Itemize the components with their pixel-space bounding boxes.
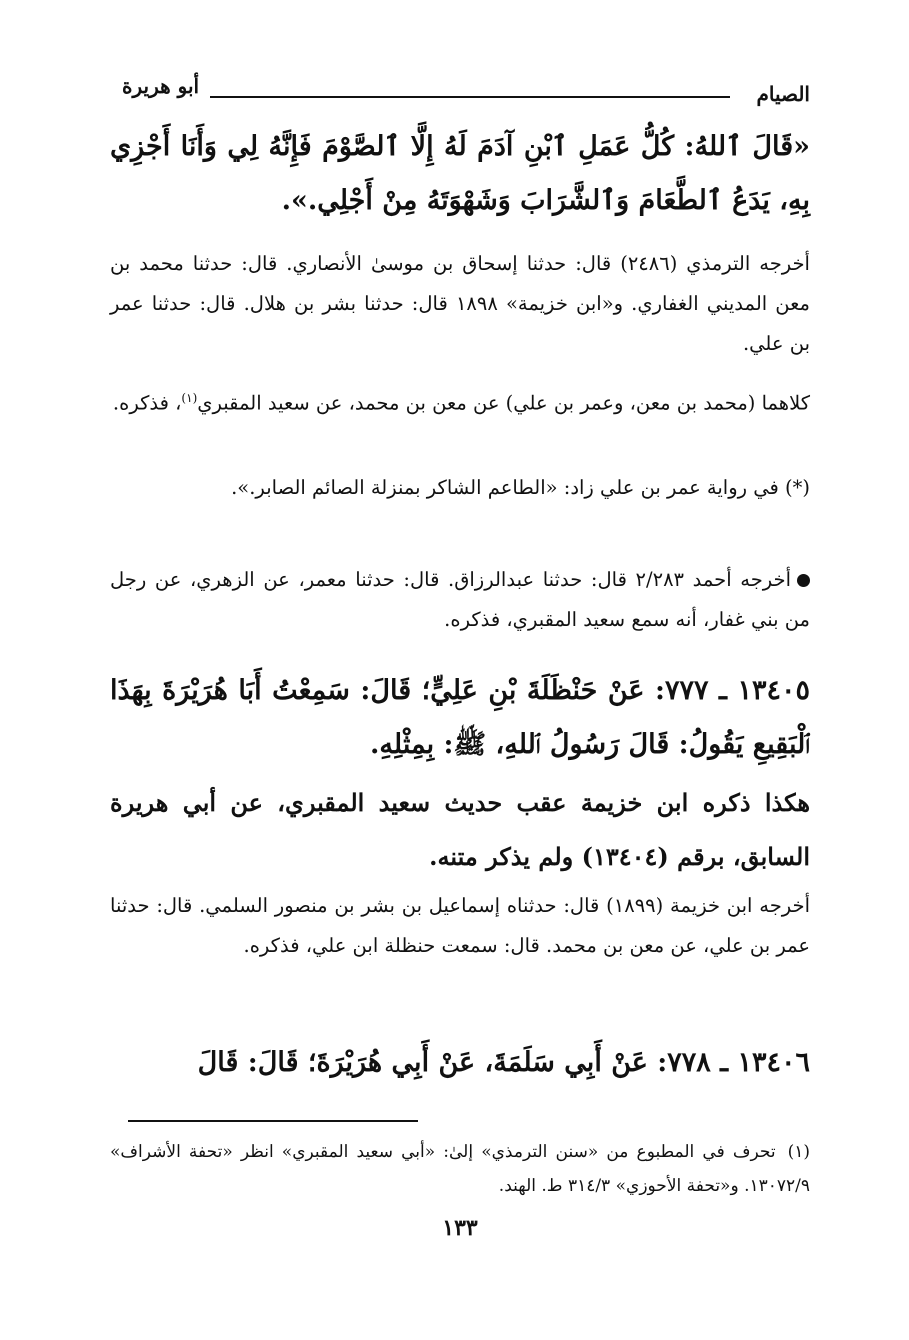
section-title: أبو هريرة	[122, 74, 200, 98]
commentary-paragraph: هكذا ذكره ابن خزيمة عقب حديث سعيد المقبري، عن أبي هريرة السابق، برقم (١٣٤٠٤) ولم يذكر متنه.	[110, 788, 810, 871]
footnote	[110, 1135, 810, 1203]
chain-tail: ، فذكره.	[112, 391, 182, 415]
takhrij-paragraph: أخرجه الترمذي (٢٤٨٦) قال: حدثنا إسحاق بن موسىٰ الأنصاري. قال: حدثنا محمد بن معن المديني الغفاري. و«ابن خزيمة» ١٨٩٨ قال: حدثنا بشر بن هلال. قال: حدثنا عمر بن علي.	[110, 252, 811, 355]
chain-paragraph	[110, 378, 810, 424]
footnote-text: تحرف في المطبوع من «سنن الترمذي» إلىٰ: «أبي سعيد المقبري» انظر «تحفة الأشراف» ١٣٠٧٢/٩. و«تحفة الأحوزي» ٣١٤/٣ ط. الهند.	[110, 1142, 810, 1196]
hadith-13406: ١٣٤٠٦ ـ ٧٧٨: عَنْ أَبِي سَلَمَةَ، عَنْ أَبِي هُرَيْرَةَ؛ قَالَ: قَالَ	[197, 1047, 810, 1078]
ahmad-paragraph	[110, 560, 810, 640]
footnote-number: (١)	[787, 1142, 810, 1162]
page-header	[110, 74, 810, 108]
bullet-icon	[797, 574, 810, 587]
ahmad-text: أخرجه أحمد ٢/٢٨٣ قال: حدثنا عبدالرزاق. قال: حدثنا معمر، عن الزهري، عن رجل من بني غفار، أنه سمع سعيد المقبري، فذكره.	[110, 568, 810, 631]
variant-note: (*) في رواية عمر بن علي زاد: «الطاعم الشاكر بمنزلة الصائم الصابر.».	[231, 476, 810, 499]
hadith-text: «قَالَ ٱللهُ: كُلُّ عَمَلِ ٱبْنِ آدَمَ لَهُ إِلَّا ٱلصَّوْمَ فَإِنَّهُ لِي وَأَنَا أَجْزِي بِهِ، يَدَعُ ٱلطَّعَامَ وَٱلشَّرَابَ وَشَهْوَتَهُ مِنْ أَجْلِي.».	[110, 131, 810, 216]
footnote-rule	[128, 1120, 418, 1122]
footnote-ref[interactable]: (١)	[181, 391, 198, 405]
header-rule	[210, 96, 730, 98]
ibn-khuzaymah-paragraph: أخرجه ابن خزيمة (١٨٩٩) قال: حدثناه إسماعيل بن بشر بن منصور السلمي. قال: حدثنا عمر بن علي، عن معن بن محمد. قال: سمعت حنظلة ابن علي، فذكره.	[110, 894, 810, 957]
hadith-13405: ١٣٤٠٥ ـ ٧٧٧: عَنْ حَنْظَلَةَ بْنِ عَلِيٍّ؛ قَالَ: سَمِعْتُ أَبَا هُرَيْرَةَ بِهَذَا ٱلْبَقِيعِ يَقُولُ: قَالَ رَسُولُ ٱللهِ، ﷺ: بِمِثْلِهِ.	[110, 675, 810, 760]
book-page	[110, 60, 810, 1330]
page-number: ١٣٣	[442, 1215, 478, 1241]
chain-text: كلاهما (محمد بن معن، وعمر بن علي) عن معن بن محمد، عن سعيد المقبري	[197, 391, 810, 415]
chapter-title: الصيام	[756, 82, 810, 106]
